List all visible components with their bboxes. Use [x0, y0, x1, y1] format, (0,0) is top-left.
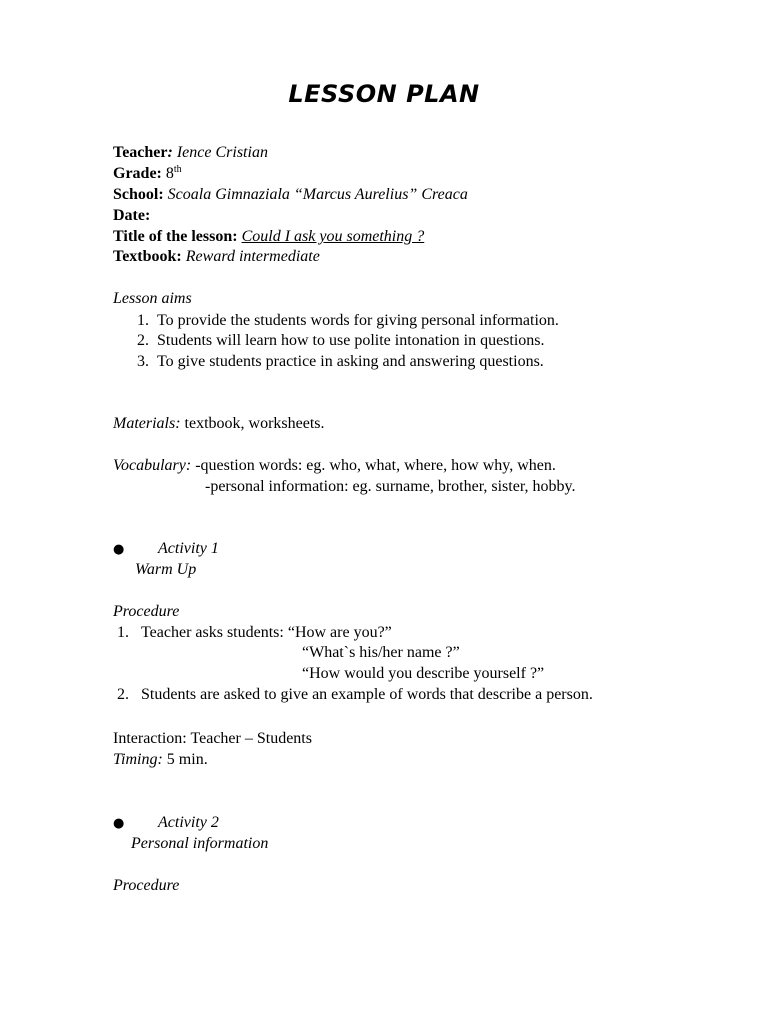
timing-row: [113, 750, 208, 770]
activity-2-procedure-heading: Procedure: [113, 877, 180, 894]
grade-row: [113, 164, 182, 184]
teacher-label: Teacher: [113, 144, 168, 161]
vocabulary-line-1: -question words: eg. who, what, where, how why, when.: [191, 457, 556, 474]
grade-label: Grade:: [113, 165, 162, 182]
teacher-value: Ience Cristian: [172, 144, 268, 161]
aims-item-number: 1.: [137, 312, 149, 329]
procedure-step-text: Teacher asks students: “How are you?”: [141, 624, 392, 641]
teacher-colon: :: [167, 144, 173, 161]
activity-2-subtitle: Personal information: [131, 835, 269, 852]
procedure-step-number: 2.: [117, 686, 129, 703]
date-row: [113, 206, 150, 226]
timing-label: Timing:: [113, 751, 163, 768]
teacher-row: [113, 143, 268, 163]
aims-item-number: 3.: [137, 353, 149, 370]
vocabulary-line-2: -personal information: eg. surname, brother, sister, hobby.: [205, 478, 576, 495]
activity-1-procedure-heading: Procedure: [113, 603, 180, 620]
aims-item-text: Students will learn how to use polite intonation in questions.: [157, 332, 545, 349]
activity-1-title: Activity 1: [158, 540, 219, 557]
activity-1-subtitle: Warm Up: [135, 561, 197, 578]
lesson-title-row: [113, 227, 424, 247]
procedure-step-number: 1.: [117, 624, 129, 641]
procedure-step-text: Students are asked to give an example of words that describe a person.: [141, 686, 593, 703]
bullet-icon: ●: [113, 542, 125, 557]
interaction-row: Interaction: Teacher – Students: [113, 730, 312, 747]
aims-item: [137, 331, 545, 351]
aims-item: [137, 311, 559, 331]
lesson-title-label: Title of the lesson:: [113, 228, 238, 245]
bullet-icon: ●: [113, 816, 125, 831]
grade-value: 8: [161, 165, 174, 182]
textbook-label: Textbook:: [113, 248, 182, 265]
school-label: School:: [113, 186, 164, 203]
date-label: Date:: [113, 207, 151, 224]
aims-item: [137, 352, 544, 372]
activity-1-heading: [113, 539, 219, 560]
procedure-question: “What`s his/her name ?”: [302, 644, 460, 661]
vocabulary-row: [113, 456, 556, 476]
activity-2-heading: [113, 813, 219, 834]
school-row: [113, 185, 468, 205]
aims-item-number: 2.: [137, 332, 149, 349]
aims-item-text: To give students practice in asking and answering questions.: [157, 353, 544, 370]
procedure-question: “How would you describe yourself ?”: [302, 665, 545, 682]
grade-superscript: th: [173, 164, 182, 175]
school-value: Scoala Gimnaziala “Marcus Aurelius” Creaca: [163, 186, 468, 203]
materials-value: textbook, worksheets.: [180, 415, 325, 432]
materials-label: Materials:: [113, 415, 181, 432]
activity-2-title: Activity 2: [158, 814, 219, 831]
aims-heading: Lesson aims: [113, 290, 192, 307]
page-title: LESSON PLAN: [288, 80, 480, 108]
procedure-step: [117, 685, 593, 705]
lesson-title-value: Could I ask you something ?: [241, 228, 425, 245]
textbook-value: Reward intermediate: [181, 248, 320, 265]
vocabulary-label: Vocabulary:: [113, 457, 192, 474]
materials-row: [113, 414, 325, 434]
procedure-step: [117, 623, 392, 643]
timing-value: 5 min.: [162, 751, 208, 768]
aims-item-text: To provide the students words for giving personal information.: [157, 312, 559, 329]
textbook-row: [113, 247, 320, 267]
